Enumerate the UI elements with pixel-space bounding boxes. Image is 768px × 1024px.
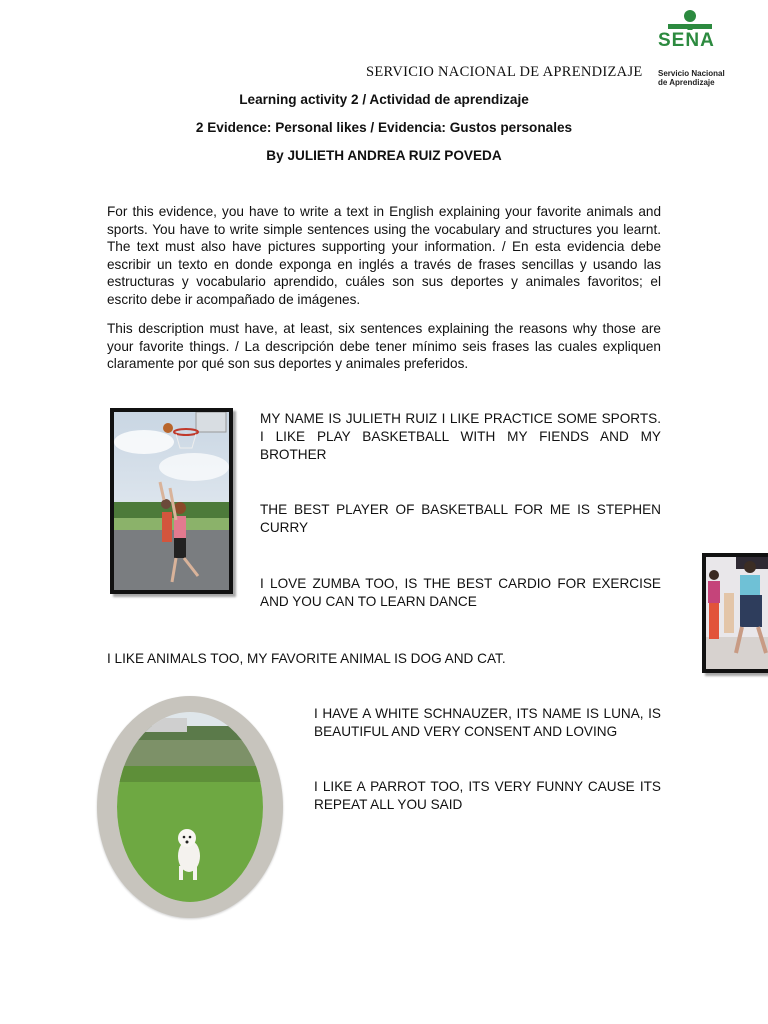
instructions-paragraph-2: This description must have, at least, six sentences explaining the reasons why those are your favorite things. / La descripción debe tener mínimo seis frases las cuales expliquen claramente por qué son sus deportes y animales preferidos. (107, 321, 661, 371)
sports-paragraph-3: I LOVE ZUMBA TOO, IS THE BEST CARDIO FOR EXERCISE AND YOU CAN TO LEARN DANCE (260, 576, 661, 609)
author-line: By JULIETH ANDREA RUIZ POVEDA (266, 148, 502, 163)
sports-paragraph-1: MY NAME IS JULIETH RUIZ I LIKE PRACTICE SOME SPORTS. I LIKE PLAY BASKETBALL WITH MY FIENDS AND MY BROTHER (260, 411, 661, 462)
animals-paragraph-2: I LIKE A PARROT TOO, ITS VERY FUNNY CAUSE ITS REPEAT ALL YOU SAID (314, 779, 661, 812)
activity-title: Learning activity 2 / Actividad de aprendizaje (239, 92, 529, 107)
sports-paragraph-2: THE BEST PLAYER OF BASKETBALL FOR ME IS STEPHEN CURRY (260, 502, 661, 535)
dog-photo (97, 696, 283, 918)
instructions-paragraph-1: For this evidence, you have to write a text in English explaining your favorite animals and sports. You have to write simple sentences using the vocabulary and structures you learnt. The text must also have pictures supporting your information. / En esta evidencia debe escribir un texto en donde exponga en inglés a través de frases sencillas y usando las estructuras y vocabulario aprendido, cuáles son sus deportes y animales favoritos; el escrito debe ir acompañado de imágenes. (107, 204, 661, 307)
basketball-photo (110, 408, 233, 594)
zumba-photo (702, 553, 768, 673)
institution-title: SERVICIO NACIONAL DE APRENDIZAJE (366, 64, 643, 80)
evidence-title: 2 Evidence: Personal likes / Evidencia: Gustos personales (195, 120, 573, 135)
animals-intro: I LIKE ANIMALS TOO, MY FAVORITE ANIMAL IS DOG AND CAT. (107, 651, 506, 666)
logo-line2: de Aprendizaje (658, 78, 715, 87)
sena-logo (650, 8, 730, 88)
logo-line1: Servicio Nacional (658, 69, 725, 78)
logo-brand: SENA (658, 30, 715, 51)
animals-paragraph-1: I HAVE A WHITE SCHNAUZER, ITS NAME IS LUNA, IS BEAUTIFUL AND VERY CONSENT AND LOVING (314, 706, 661, 739)
